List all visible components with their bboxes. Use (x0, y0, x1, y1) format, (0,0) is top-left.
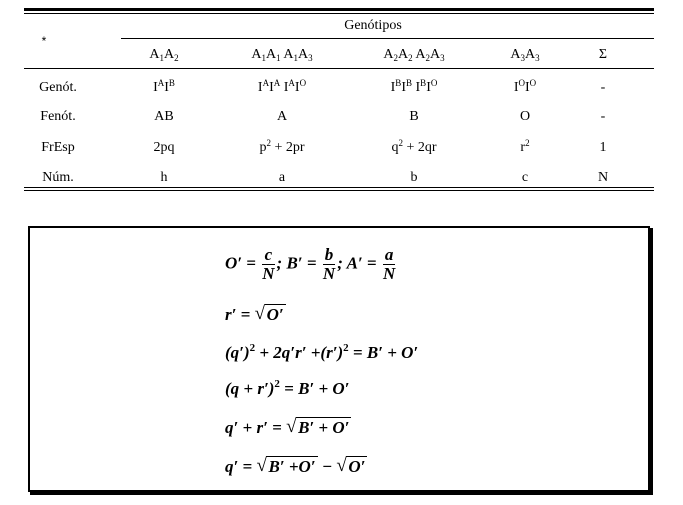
superscript: B (168, 78, 175, 88)
column-header-a2a2_a2a3: $A_2A_2$ $A_2A_3$ (383, 47, 445, 63)
table-cell: A (276, 109, 288, 124)
fraction-c-over-n (262, 246, 274, 283)
formula-box (28, 226, 650, 492)
table-top-rule-inner (24, 13, 654, 14)
numerator-a: a (384, 245, 394, 264)
superscript: 2 (525, 138, 530, 148)
formula-line-2 (225, 305, 286, 325)
table-bottom-rule (24, 187, 654, 188)
superscript: O (299, 78, 307, 88)
subscript: 2 (425, 53, 430, 63)
sqrt-b-plus-o (256, 457, 317, 477)
formula-term: q′ + r′ = (225, 418, 282, 437)
formula-term: q′ = (225, 457, 253, 476)
table-cell: 2pq (153, 140, 175, 155)
subscript: 2 (174, 53, 179, 63)
table-cell: a (278, 170, 286, 185)
radical-sign-icon: √ (336, 455, 347, 476)
formula-line-6 (225, 457, 367, 477)
r-prime-label: r′ = (225, 305, 251, 324)
subscript: 1 (293, 53, 298, 63)
radical-sign-icon: √ (254, 303, 266, 324)
radicand: O′ (348, 457, 366, 476)
superscript: B (420, 78, 427, 88)
formula-line-5 (225, 418, 351, 438)
header-rule (24, 68, 654, 69)
subscript: 1 (261, 53, 267, 63)
subscript: 2 (408, 53, 413, 63)
row-label: FrEsp (41, 140, 75, 155)
column-header-a1a1_a1a3: $A_1A_1$ $A_1A_3$ (251, 47, 313, 63)
corner-asterisk: * (41, 34, 47, 48)
numerator-b: b (324, 245, 334, 264)
superscript: B (395, 78, 402, 88)
superscript: O (518, 78, 525, 88)
table-cell: B (409, 109, 419, 124)
table-cell: N (597, 170, 609, 185)
table-bottom-rule-inner (24, 190, 654, 191)
table-cell: c (521, 170, 529, 185)
separator: ; (337, 253, 343, 273)
formula-line-3 (225, 343, 418, 363)
superscript: O (529, 78, 537, 88)
column-header-a3a3: $A_3A_3$ (510, 47, 540, 63)
exponent: 2 (249, 342, 256, 354)
table-cell: 1 (599, 140, 607, 155)
table-cell: h (160, 170, 168, 185)
formula-term: = B′ + O′ (279, 379, 350, 398)
row-label: Núm. (42, 170, 74, 185)
table-top-rule (24, 8, 654, 11)
formula-term: (q′) (225, 343, 250, 362)
column-header-a1a2: $A_1A_2$ (149, 47, 179, 63)
table-cell: $I^BI^B$ $I^BI^O$ (390, 78, 438, 95)
subscript: 3 (308, 53, 313, 63)
fraction-b-over-n (323, 246, 336, 283)
superscript: B (405, 78, 413, 88)
formula-line-4 (225, 379, 349, 399)
formula-term: + 2q′r′ +(r′) (255, 343, 344, 362)
a-prime-label: A′ = (346, 253, 377, 273)
fraction-a-over-n (383, 246, 396, 283)
table-cell: $I^OI^O$ (513, 78, 537, 95)
subscript: 3 (520, 53, 525, 63)
table-cell: $I^AI^B$ (153, 78, 175, 95)
radicand: B′ +O′ (268, 457, 316, 476)
exponent: 2 (343, 342, 349, 354)
separator: ; (276, 253, 283, 273)
formula-term: = B′ + O′ (348, 343, 419, 362)
table-cell: $p^2 + 2pr$ (259, 138, 305, 155)
table-cell: - (600, 80, 606, 95)
table-cell: - (600, 109, 606, 124)
table-cell: $I^AI^A$ $I^AI^O$ (257, 78, 307, 95)
superscript: A (273, 78, 281, 88)
denominator-n: N (382, 264, 396, 283)
table-cell: b (410, 170, 418, 185)
denominator-n: N (262, 264, 275, 283)
sqrt-b-plus-o (286, 418, 351, 438)
subscript: 3 (440, 53, 445, 63)
superscript: 2 (266, 138, 271, 148)
table-cell: O (519, 109, 531, 124)
column-header-sum: Σ (598, 47, 608, 62)
exponent: 2 (274, 378, 280, 390)
row-label: Fenót. (40, 109, 76, 124)
table-cell: $q^2 + 2qr$ (391, 138, 437, 155)
subscript: 1 (276, 53, 281, 63)
subscript: 2 (393, 53, 399, 63)
subscript: 1 (159, 53, 164, 63)
table-cell: AB (154, 109, 174, 124)
minus-sign: − (317, 457, 337, 476)
radicand: O′ (266, 305, 284, 324)
group-header-rule (121, 38, 654, 39)
superscript: A (262, 78, 270, 88)
superscript: 2 (398, 138, 403, 148)
radicand: B′ + O′ (298, 418, 350, 437)
row-label: Genót. (39, 80, 77, 95)
subscript: 3 (535, 53, 540, 63)
superscript: A (288, 78, 295, 88)
denominator-n: N (322, 264, 336, 283)
numerator-c: c (262, 246, 274, 265)
radical-sign-icon: √ (286, 416, 297, 437)
formula-term: (q + r′) (225, 379, 275, 398)
o-prime-label: O′ = (225, 253, 256, 273)
b-prime-label: B′ = (286, 253, 317, 273)
sqrt-o-prime (255, 305, 286, 325)
radical-sign-icon: √ (256, 455, 267, 476)
superscript: O (430, 78, 438, 88)
superscript: A (157, 78, 165, 88)
group-header-genotipos: Genótipos (344, 18, 402, 33)
table-cell: $r^2$ (520, 138, 530, 155)
formula-line-1 (225, 246, 397, 283)
sqrt-o-prime (336, 457, 367, 477)
